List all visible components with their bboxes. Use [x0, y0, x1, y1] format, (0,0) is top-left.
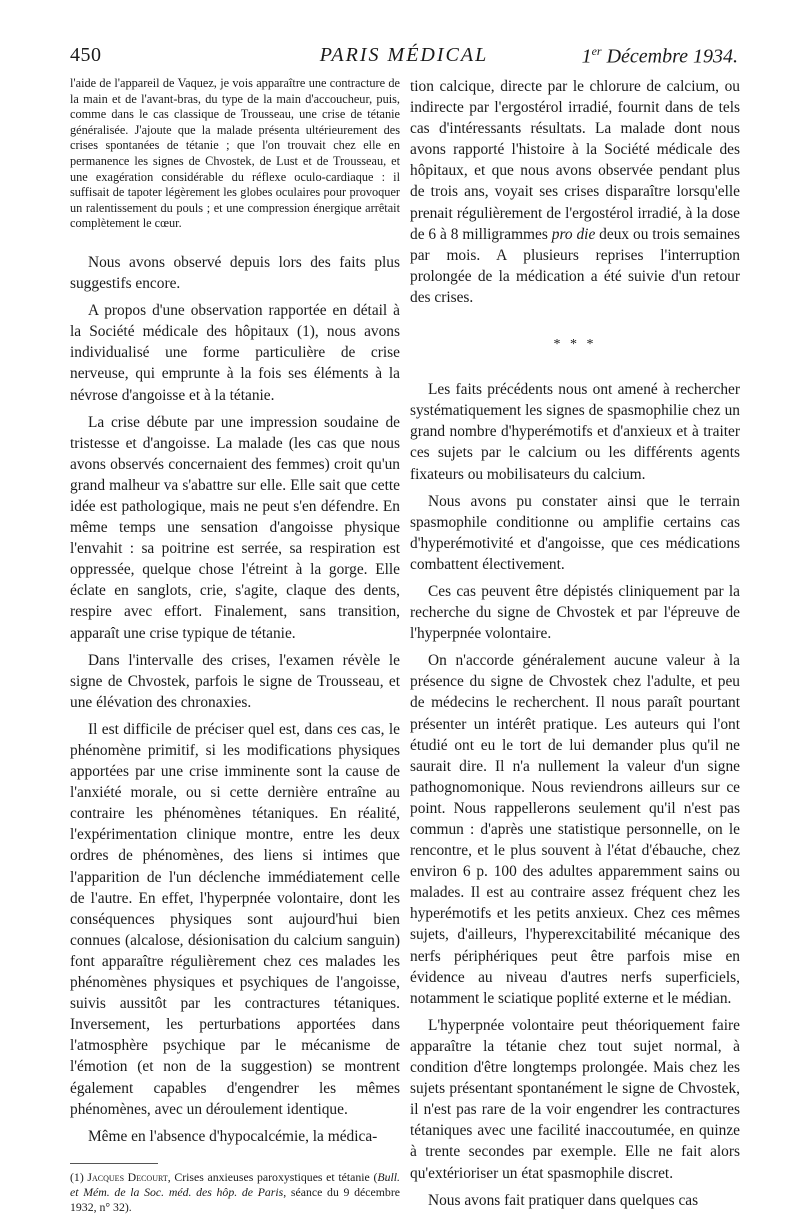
paragraph: On n'accorde généralement aucune valeur à la présence du signe de Chvostek chez l'adulte, et peu de médecins le recherchent. Il nous paraît pourtant présenter un intérêt pratique. Les auteurs qui l'ont étudié ont eu le tort de lui demander plus qu'il ne saurait dire. Il n'a nullement la valeur d'un signe pathognomonique. Nous reviendrons ailleurs sur ce point. Nous rappellerons seulement qu'il n'est pas commun : d'après une statistique personnelle, on le rencontre, et le plus souvent à l'état d'ébauche, chez environ 6 p. 100 des adultes apparemment sains ou malades. Il est au contraire assez fréquent chez les hyperémotifs et les petits anxieux. Chez ces mêmes sujets, d'ailleurs, l'hyperexcitabilité mécanique des nerfs périphériques peut être parfois mise en évidence au niveau d'autres nerfs superficiels, notamment le sciatique poplité externe et le médian.	[410, 652, 740, 1007]
right-column	[410, 76, 740, 1211]
page-header	[70, 44, 738, 70]
left-column	[70, 76, 400, 1215]
footnote-number: (1)	[70, 1169, 88, 1184]
paragraph-continued	[410, 76, 740, 308]
paragraph: Nous avons observé depuis lors des faits plus suggestifs encore.	[70, 253, 400, 293]
paragraph: Même en l'absence d'hypocalcémie, la médica-	[88, 1127, 378, 1145]
date-ordinal: er	[591, 44, 602, 58]
date-month-year: Décembre 1934.	[601, 45, 738, 68]
journal-title: PARIS MÉDICAL	[319, 44, 489, 66]
quoted-observation	[70, 76, 400, 232]
footnote-end: , séance du 9 décembre 1932, n° 32).	[70, 1184, 400, 1214]
issue-date	[582, 44, 738, 69]
quote-paragraph: l'aide de l'appareil de Vaquez, je vois apparaître une contracture de la main et de l'avant-bras, du type de la main d'accoucheur, puis, comme dans le cas classique de Trousseau, une crise de tétanie généralisée. J'ajoute que la malade présenta ultérieurement des crises spontanées de tétanie ; que l'on trouvait chez elle en permanence les signes de Chvostek, de Lust et de Trousseau, et une exagération considérable du réflexe oculo-cardiaque : il suffisait de tapoter légèrement les globes oculaires pour provoquer un ralentissement du pouls ; et une compression énergique arrêtait complètement le cœur.	[70, 76, 400, 231]
footnote-title: , Crises anxieuses paroxystiques et tétanie (	[167, 1169, 378, 1184]
page-number: 450	[70, 44, 102, 66]
italic-term: pro die	[551, 225, 596, 243]
footnote	[70, 1170, 400, 1215]
section-separator: * * *	[553, 337, 597, 353]
paragraph: L'hyperpnée volontaire peut théoriquement faire apparaître la tétanie chez tout sujet normal, à condition d'être longtemps prolongée. Mais chez les sujets présentant spontanément le signe de Chvostek, il n'est pas rare de la voir engendrer les contractures tétaniques avec une facilité inaccoutumée, en quinze à trente secondes par exemple. Elle ne fait alors qu'extérioriser un état spasmophile discret.	[410, 1016, 740, 1182]
paragraph: La crise débute par une impression soudaine de tristesse et d'angoisse. La malade (les cas que nous avons observés concernaient des femmes) croit qu'un grand malheur va s'abattre sur elle. Elle sait que cette idée est pathologique, mais ne peut s'en défendre. En même temps une sensation d'angoisse physique l'envahit : sa poitrine est serrée, sa respiration est oppressée, quelque chose l'étreint à la gorge. Elle éclate en sanglots, crie, s'agite, claque des dents, respire avec effort. Finalement, sans transition, apparaît une crise typique de tétanie.	[70, 413, 400, 642]
paragraph: Il est difficile de préciser quel est, dans ces cas, le phénomène primitif, si les modifications physiques apportées par une crise imminente sont la cause de l'anxiété morale, ou si cette dernière entraîne au contraire les phénomènes tétaniques. En réalité, l'expérimentation clinique montre, entre les deux ordres de phénomènes, des liens si intimes que l'apparition de l'un déclenche immédiatement celle de l'autre. En effet, l'hyperpnée volontaire, dont les conséquences physiques sont aujourd'hui bien connues (alcalose, désionisation du calcium sanguin) font apparaître régulièrement chez ces malades les phénomènes physiques et psychiques de l'angoisse, suivis aussitôt par les contractures tétaniques. Inversement, les perturbations apportées dans l'atmosphère psychique par le mécanisme de l'émotion (et non de la suggestion) se montrent également capables d'engendrer les mêmes phénomènes, avec un déroulement identique.	[70, 720, 400, 1118]
footnote-rule	[70, 1163, 158, 1164]
paragraph-text-end: deux ou trois semaines par mois. A plusieurs reprises l'interruption prolongée de la médication a été suivie d'un retour des crises.	[410, 225, 740, 306]
paragraph: Ces cas peuvent être dépistés cliniquement par la recherche du signe de Chvostek et par l'épreuve de l'hyperpnée volontaire.	[410, 582, 740, 643]
footnote-source: Bull. et Mém. de la Soc. méd. des hôp. de Paris	[70, 1169, 400, 1199]
footnote-author: Jacques Decourt	[87, 1169, 168, 1184]
paragraph: Nous avons fait pratiquer dans quelques cas	[428, 1191, 699, 1209]
paragraph: Les faits précédents nous ont amené à rechercher systématiquement les signes de spasmophilie chez un grand nombre d'hyperémotifs et d'anxieux et à traiter ces sujets par le calcium ou les différents agents fixateurs ou mobilisateurs du calcium.	[410, 381, 740, 483]
paragraph: Dans l'intervalle des crises, l'examen révèle le signe de Chvostek, parfois le signe de Trousseau, et une élévation des chronaxies.	[70, 651, 400, 711]
paragraph: A propos d'une observation rapportée en détail à la Société médicale des hôpitaux (1), nous avons individualisé une forme particulière de crise nerveuse, qui emprunte à la fois ses éléments à la névrose d'angoisse et à la tétanie.	[70, 302, 400, 404]
paragraph: Nous avons pu constater ainsi que le terrain spasmophile conditionne ou amplifie certains cas d'hyperémotivité et d'angoisse, que ces médications combattent électivement.	[410, 492, 740, 573]
paragraph-text: tion calcique, directe par le chlorure de calcium, ou indirecte par l'ergostérol irradié, fournit dans de tels cas d'intéressants résultats. La malade dont nous avons rapporté l'histoire à la Société médicale des hôpitaux, et que nous avons observée pendant plus de trois ans, voyait ses crises disparaître lorsqu'elle prenait régulièrement de l'ergostérol irradié, à la dose de 6 à 8 milligrammes	[410, 78, 740, 243]
date-day: 1	[581, 45, 592, 68]
